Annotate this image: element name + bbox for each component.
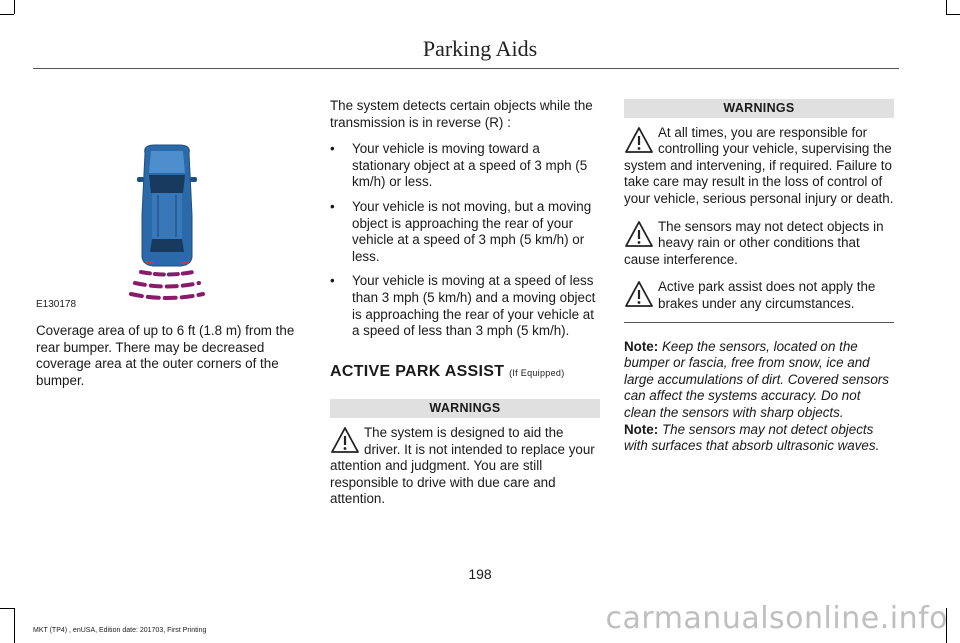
vehicle-sensor-illustration [33, 115, 301, 315]
warning-text: At all times, you are responsible for controlling your vehicle, supervising the system and intervening, if required. Failure to take care may result in the loss of control of your vehicle, serious personal injury or death. [624, 124, 894, 206]
page-number: 198 [468, 566, 492, 582]
intro-text: The system detects certain objects while the transmission is in reverse (R) : [330, 98, 593, 130]
list-item: • Your vehicle is moving toward a stationary object at a speed of 3 mph (5 km/h) or less. [330, 141, 600, 191]
warning-text: The sensors may not detect objects in heavy rain or other conditions that cause interference. [624, 218, 884, 267]
middle-column [330, 98, 600, 508]
warning-text: Active park assist does not apply the brakes under any circumstances. [658, 279, 876, 311]
page-title: Parking Aids [422, 36, 538, 61]
watermark: carmanualsonline.info [605, 601, 948, 636]
warning-item [624, 215, 894, 269]
note-text: Keep the sensors, located on the bumper or fascia, free from snow, ice and large accumulations of dirt. Covered sensors can affect the systems accuracy. Do not clean the sensors with sharp objects. [624, 338, 889, 420]
warning-item [330, 425, 600, 508]
right-column [624, 99, 894, 455]
warnings-header: WARNINGS [624, 99, 894, 118]
crop-mark [946, 0, 947, 14]
note-label: Note: [624, 421, 659, 437]
crop-mark [14, 608, 15, 643]
section-title-suffix: (If Equipped) [509, 367, 565, 378]
note [624, 339, 894, 422]
condition-list [330, 141, 600, 340]
crop-mark [0, 14, 14, 15]
header-divider [33, 68, 899, 69]
warning-triangle-icon [624, 125, 654, 155]
figure-id: E130178 [36, 299, 77, 310]
note-text: The sensors may not detect objects with surfaces that absorb ultrasonic waves. [624, 421, 880, 454]
note-label: Note: [624, 338, 659, 354]
warning-triangle-icon [330, 425, 360, 455]
left-column [36, 323, 301, 389]
warnings-divider [624, 313, 894, 323]
warning-triangle-icon [624, 219, 654, 249]
warning-item [624, 125, 894, 208]
edition-footer: MKT (TP4) , enUSA, Edition date: 201703, First Printing [33, 627, 207, 634]
crop-mark [946, 14, 960, 15]
warnings-header: WARNINGS [330, 399, 600, 418]
section-title [330, 364, 600, 382]
sensor-zone [131, 272, 203, 298]
warning-item [624, 275, 894, 312]
warning-text: The system is designed to aid the driver. It is not intended to replace your attention and judgment. You are still responsible to drive with due care and attention. [330, 424, 595, 507]
crop-mark [0, 608, 14, 609]
note [624, 422, 894, 455]
warning-triangle-icon [624, 279, 654, 309]
section-title-text: ACTIVE PARK ASSIST [330, 362, 505, 380]
figure-caption: Coverage area of up to 6 ft (1.8 m) from the rear bumper. There may be decreased coverage area at the outer corners of the bumper. [36, 323, 295, 388]
list-item: • Your vehicle is not moving, but a moving object is approaching the rear of your vehicle at a speed of 3 mph (5 km/h) or less. [330, 199, 600, 265]
list-item: • Your vehicle is moving at a speed of less than 3 mph (5 km/h) and a moving object is approaching the rear of your vehicle at a speed of less than 3 mph (5 km/h). [330, 273, 600, 339]
crop-mark [14, 0, 15, 14]
